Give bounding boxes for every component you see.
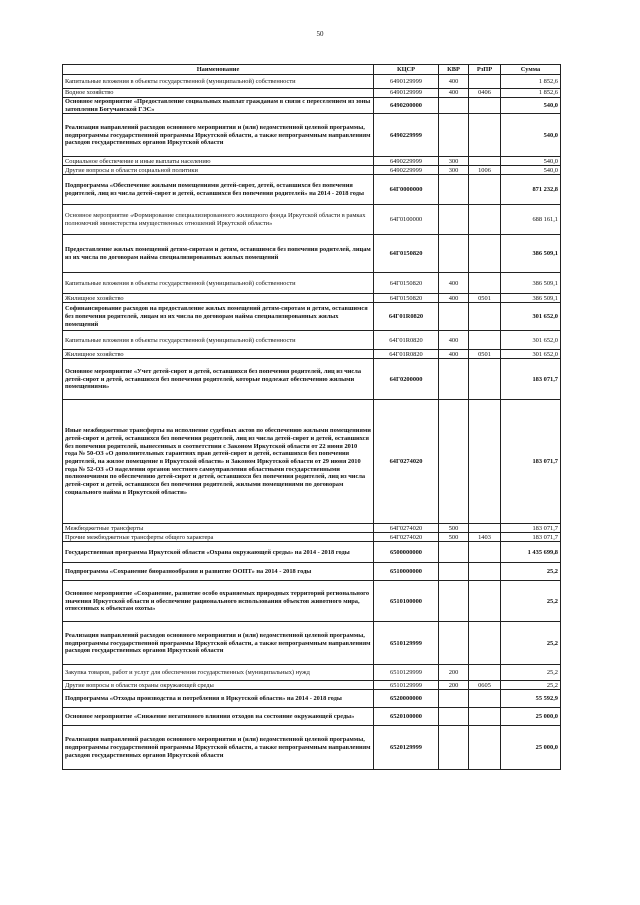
- row-name: Закупка товаров, работ и услуг для обеспечения государственных (муниципальных) нужд: [63, 665, 374, 681]
- row-name: Подпрограмма «Отходы производства и потребления в Иркутской области» на 2014 - 2018 годы: [63, 690, 374, 708]
- table-row: [63, 294, 561, 303]
- row-sum: 183 071,7: [501, 400, 561, 524]
- table-row: [63, 175, 561, 205]
- table-row: [63, 89, 561, 98]
- table-header-row: [63, 65, 561, 75]
- row-sum: 540,0: [501, 114, 561, 157]
- row-kcsr: 64Г0150820: [374, 235, 439, 273]
- row-rzpr: 1006: [469, 166, 501, 175]
- table-row: [63, 157, 561, 166]
- row-name: Подпрограмма «Сохранение биоразнообразия и развитие ООПТ» на 2014 - 2018 годы: [63, 563, 374, 581]
- row-sum: 25,2: [501, 563, 561, 581]
- row-sum: 688 161,1: [501, 205, 561, 235]
- row-sum: 540,0: [501, 166, 561, 175]
- header-kcsr: КЦСР: [374, 65, 439, 75]
- row-kvr: 400: [439, 350, 469, 359]
- table-row: [63, 533, 561, 542]
- row-sum: 871 232,8: [501, 175, 561, 205]
- row-name: Основное мероприятие «Учет детей-сирот и детей, оставшихся без попечения родителей, лиц из числа детей-сирот и детей, оставшихся без попечения родителей, которые подлежат обеспечению жилыми помещениями»: [63, 359, 374, 400]
- row-sum: 301 652,0: [501, 331, 561, 350]
- table-row: [63, 400, 561, 524]
- row-name: Реализация направлений расходов основного мероприятия и (или) ведомственной целевой программы, подпрограммы государственной программы Иркутской области, а также непрограммным направлениям расходов государственных органов Иркутской области: [63, 622, 374, 665]
- row-name: Предоставление жилых помещений детям-сиротам и детям, оставшимся без попечения родителей, лицам из их числа по договорам найма специализированных жилых помещений: [63, 235, 374, 273]
- table-row: [63, 331, 561, 350]
- row-name: Основное мероприятие «Снижение негативного влияния отходов на состояние окружающей среды»: [63, 708, 374, 726]
- row-rzpr: [469, 331, 501, 350]
- row-kvr: 300: [439, 166, 469, 175]
- row-name: Реализация направлений расходов основного мероприятия и (или) ведомственной целевой программы, подпрограммы государственной программы Иркутской области, а также непрограммным направлениям расходов государственных органов Иркутской области: [63, 726, 374, 770]
- row-kcsr: 64Г01R0820: [374, 303, 439, 331]
- row-sum: 25,2: [501, 622, 561, 665]
- row-name: Прочие межбюджетные трансферты общего характера: [63, 533, 374, 542]
- row-name: Другие вопросы в области социальной политики: [63, 166, 374, 175]
- row-kcsr: 6510100000: [374, 581, 439, 622]
- row-name: Социальное обеспечение и иные выплаты населению: [63, 157, 374, 166]
- row-sum: 25,2: [501, 581, 561, 622]
- row-kvr: [439, 114, 469, 157]
- row-name: Реализация направлений расходов основного мероприятия и (или) ведомственной целевой программы, подпрограммы государственной программы Иркутской области, а также непрограммным направлениям расходов государственных органов Иркутской области: [63, 114, 374, 157]
- row-name: Другие вопросы в области охраны окружающей среды: [63, 681, 374, 690]
- row-rzpr: [469, 175, 501, 205]
- table-row: [63, 581, 561, 622]
- row-rzpr: [469, 98, 501, 114]
- row-kvr: [439, 235, 469, 273]
- row-name: Государственная программа Иркутской области «Охрана окружающей среды» на 2014 - 2018 годы: [63, 542, 374, 563]
- table-row: [63, 98, 561, 114]
- row-rzpr: [469, 708, 501, 726]
- header-sum: Сумма: [501, 65, 561, 75]
- row-kcsr: 64Г0200000: [374, 359, 439, 400]
- row-sum: 386 509,1: [501, 235, 561, 273]
- row-kvr: 300: [439, 157, 469, 166]
- table-body: [63, 75, 561, 770]
- row-kvr: [439, 622, 469, 665]
- row-sum: 301 652,0: [501, 350, 561, 359]
- row-kvr: 400: [439, 75, 469, 89]
- row-sum: 540,0: [501, 98, 561, 114]
- row-kcsr: 6490129999: [374, 75, 439, 89]
- row-rzpr: [469, 542, 501, 563]
- row-kvr: 400: [439, 294, 469, 303]
- row-name: Основное мероприятие «Предоставление социальных выплат гражданам в связи с переселением из зоны затопления Богучанской ГЭС»: [63, 98, 374, 114]
- row-kcsr: 64Г0274020: [374, 524, 439, 533]
- table-row: [63, 350, 561, 359]
- row-kcsr: 6510129999: [374, 665, 439, 681]
- row-rzpr: 0501: [469, 350, 501, 359]
- row-sum: 1 852,6: [501, 75, 561, 89]
- budget-table: [62, 64, 561, 770]
- row-rzpr: [469, 114, 501, 157]
- row-kcsr: 6510000000: [374, 563, 439, 581]
- row-kcsr: 6520100000: [374, 708, 439, 726]
- row-sum: 540,0: [501, 157, 561, 166]
- row-sum: 25,2: [501, 665, 561, 681]
- row-kvr: 400: [439, 89, 469, 98]
- row-rzpr: [469, 303, 501, 331]
- row-sum: 386 509,1: [501, 273, 561, 294]
- row-kvr: [439, 708, 469, 726]
- row-name: Основное мероприятие «Сохранение, развитие особо охраняемых природных территорий регионального значения Иркутской области и обеспечение рационального использования объектов животного мира, отнесенных к объектам охоты»: [63, 581, 374, 622]
- row-name: Капитальные вложения в объекты государственной (муниципальной) собственности: [63, 273, 374, 294]
- row-kvr: [439, 205, 469, 235]
- table-row: [63, 359, 561, 400]
- row-kcsr: 6490129999: [374, 89, 439, 98]
- row-sum: 55 592,9: [501, 690, 561, 708]
- header-rzpr: РзПР: [469, 65, 501, 75]
- row-kcsr: 6500000000: [374, 542, 439, 563]
- row-kvr: 200: [439, 681, 469, 690]
- row-rzpr: [469, 205, 501, 235]
- row-sum: 25 000,0: [501, 708, 561, 726]
- row-rzpr: 0406: [469, 89, 501, 98]
- row-kvr: 500: [439, 533, 469, 542]
- row-name: Подпрограмма «Обеспечение жилыми помещениями детей-сирот, детей, оставшихся без попечения родителей, лиц из числа детей-сирот и детей, оставшихся без попечения родителей» на 2014 - 2018 годы: [63, 175, 374, 205]
- row-rzpr: [469, 726, 501, 770]
- row-rzpr: 0501: [469, 294, 501, 303]
- row-kcsr: 64Г0274020: [374, 533, 439, 542]
- row-kvr: 400: [439, 331, 469, 350]
- row-kcsr: 6490200000: [374, 98, 439, 114]
- row-sum: 183 071,7: [501, 533, 561, 542]
- row-kcsr: 6490229999: [374, 114, 439, 157]
- row-name: Капитальные вложения в объекты государственной (муниципальной) собственности: [63, 75, 374, 89]
- table-row: [63, 690, 561, 708]
- row-kvr: [439, 563, 469, 581]
- table-row: [63, 622, 561, 665]
- table-row: [63, 273, 561, 294]
- table-row: [63, 166, 561, 175]
- row-rzpr: [469, 524, 501, 533]
- row-kcsr: 64Г0150820: [374, 294, 439, 303]
- row-sum: 301 652,0: [501, 303, 561, 331]
- row-rzpr: [469, 690, 501, 708]
- row-name: Капитальные вложения в объекты государственной (муниципальной) собственности: [63, 331, 374, 350]
- table-row: [63, 205, 561, 235]
- table-row: [63, 114, 561, 157]
- row-name: Основное мероприятие «Формирование специализированного жилищного фонда Иркутской области в рамках полномочий министерства имущественных отношений Иркутской области»: [63, 205, 374, 235]
- row-kvr: 500: [439, 524, 469, 533]
- row-rzpr: [469, 359, 501, 400]
- row-rzpr: 0605: [469, 681, 501, 690]
- page-number: 50: [316, 30, 324, 38]
- row-sum: 25 000,0: [501, 726, 561, 770]
- row-rzpr: [469, 273, 501, 294]
- table-row: [63, 542, 561, 563]
- row-kvr: [439, 581, 469, 622]
- row-name: Жилищное хозяйство: [63, 294, 374, 303]
- row-name: Иные межбюджетные трансферты на исполнение судебных актов по обеспечению жилыми помещениями детей-сирот и детей, оставшихся без попечения родителей, лиц из числа детей-сирот и детей, оставшихся без попечения родителей, вынесенных в соответствии с Законом Иркутской области от 22 июня 2010 года № 50-ОЗ «О дополнительных гарантиях прав детей-сирот и детей, оставшихся без попечения родителей, на жилое помещение в Иркутской области» и Законом Иркутской области от 29 июня 2010 года № 52-ОЗ «О наделении органов местного самоуправления областными государственными полномочиями по обеспечению детей-сирот и детей, оставшихся без попечения родителей, лиц из числа детей-сирот и детей, оставшихся без попечения родителей, жилыми помещениями по договорам социального найма в Иркутской области»: [63, 400, 374, 524]
- row-rzpr: [469, 563, 501, 581]
- table-row: [63, 563, 561, 581]
- row-kvr: 400: [439, 273, 469, 294]
- row-name: Межбюджетные трансферты: [63, 524, 374, 533]
- row-rzpr: [469, 75, 501, 89]
- row-sum: 386 509,1: [501, 294, 561, 303]
- row-rzpr: 1403: [469, 533, 501, 542]
- row-kcsr: 64Г0274020: [374, 400, 439, 524]
- row-kvr: [439, 303, 469, 331]
- row-kvr: [439, 98, 469, 114]
- row-kcsr: 64Г0100000: [374, 205, 439, 235]
- header-name: Наименование: [63, 65, 374, 75]
- row-kcsr: 64Г0000000: [374, 175, 439, 205]
- table-row: [63, 235, 561, 273]
- row-rzpr: [469, 157, 501, 166]
- table-row: [63, 524, 561, 533]
- row-kcsr: 64Г01R0820: [374, 350, 439, 359]
- table-row: [63, 726, 561, 770]
- row-name: Софинансирование расходов на предоставление жилых помещений детям-сиротам и детям, оставшимся без попечения родителей, лицам из их числа по договорам найма специализированных жилых помещений: [63, 303, 374, 331]
- row-sum: 1 435 699,8: [501, 542, 561, 563]
- row-kcsr: 6520000000: [374, 690, 439, 708]
- row-kvr: [439, 175, 469, 205]
- table-row: [63, 303, 561, 331]
- row-kvr: [439, 726, 469, 770]
- table-row: [63, 75, 561, 89]
- row-sum: 183 071,7: [501, 524, 561, 533]
- table-row: [63, 708, 561, 726]
- table-row: [63, 665, 561, 681]
- row-kcsr: 6490229999: [374, 166, 439, 175]
- row-kcsr: 6510129999: [374, 681, 439, 690]
- row-kvr: [439, 542, 469, 563]
- row-kvr: [439, 400, 469, 524]
- row-rzpr: [469, 235, 501, 273]
- row-kcsr: 64Г01R0820: [374, 331, 439, 350]
- row-sum: 1 852,6: [501, 89, 561, 98]
- header-kvr: КВР: [439, 65, 469, 75]
- row-rzpr: [469, 665, 501, 681]
- row-rzpr: [469, 400, 501, 524]
- row-kvr: [439, 359, 469, 400]
- row-name: Жилищное хозяйство: [63, 350, 374, 359]
- row-kcsr: 64Г0150820: [374, 273, 439, 294]
- row-name: Водное хозяйство: [63, 89, 374, 98]
- row-kcsr: 6520129999: [374, 726, 439, 770]
- row-kvr: [439, 690, 469, 708]
- row-rzpr: [469, 622, 501, 665]
- row-kcsr: 6510129999: [374, 622, 439, 665]
- row-sum: 183 071,7: [501, 359, 561, 400]
- row-rzpr: [469, 581, 501, 622]
- row-kcsr: 6490229999: [374, 157, 439, 166]
- table-row: [63, 681, 561, 690]
- row-sum: 25,2: [501, 681, 561, 690]
- row-kvr: 200: [439, 665, 469, 681]
